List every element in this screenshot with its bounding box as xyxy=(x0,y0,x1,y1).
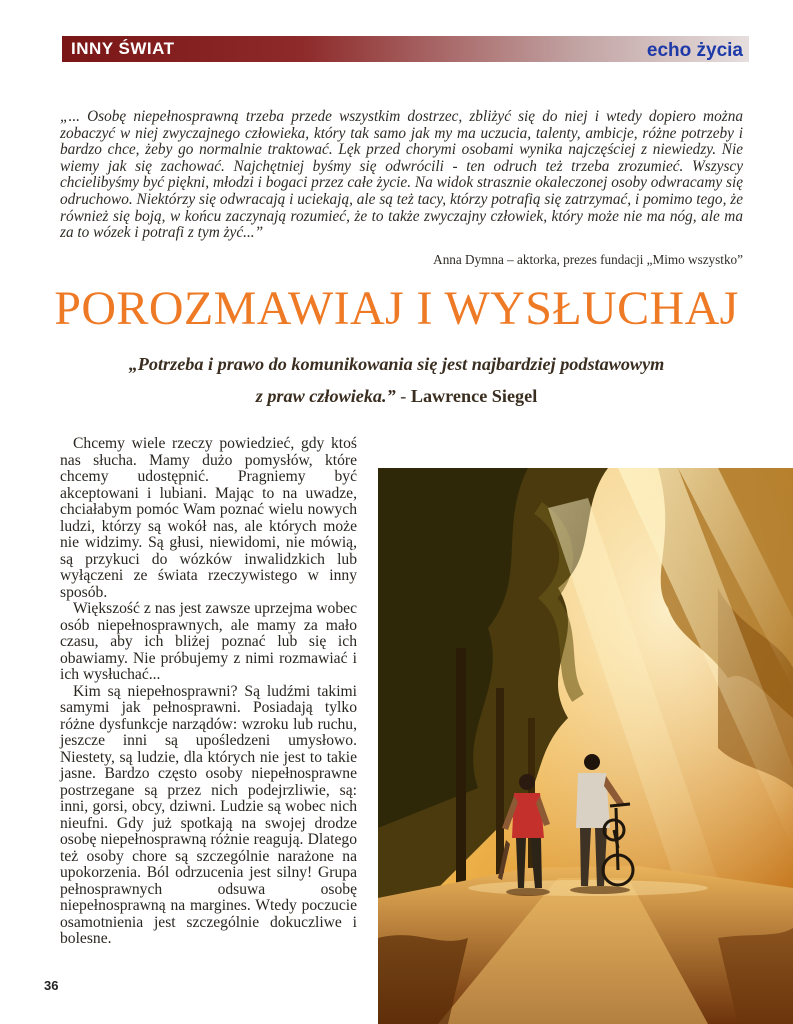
intro-quote: „... Osobę niepełnosprawną trzeba przede wszystkim dostrzec, zbliżyć się do niej i wtedy dopiero można zobaczyć w niej zwyczajnego człowieka, który tak samo jak my ma uczucia, talenty, ambicje, różne potrzeby i bardzo chce, żeby go normalnie traktować. Lęk przed chorymi osobami wynika najczęściej z niewiedzy. Nie wiemy jak się zachować. Najchętniej byśmy się odwrócili - ten odruch też trzeba zrozumieć. Wszyscy chcielibyśmy być piękni, młodzi i bogaci przez całe życie. Na widok strasznie okaleczonej osoby odwracamy się odruchowo. Niektórzy się odwracają i uciekają, ale są też tacy, którzy potrafią się zatrzymać, i pomimo tego, że również się boją, w końcu zaczynają rozumieć, że to także zwyczajny człowiek, który może nie ma nóg, ale ma za to wózek i potrafi z tym żyć...” xyxy=(60,108,743,242)
article-headline: POROZMAWIAJ I WYSŁUCHAJ xyxy=(54,282,739,335)
body-paragraph: Kim są niepełnosprawni? Są ludźmi takimi samymi jak pełnosprawni. Posiadają tylko różne dysfunkcje narządów: wzroku lub ruchu, jeszcze inni są upośledzeni umysłowo. Niestety, są ludzie, dla których nie jest to takie jasne. Bardzo często osoby niepełnosprawne postrzegane są przez nich podejrzliwie, są: inni, gorsi, obcy, dziwni. Ludzie są wobec nich nieufni. Gdy już spotkają na swojej drodze osobę niepełnosprawną różnie reagują. Dlatego też osoby chore są szczególnie narażone na upokorzenia. Ból odrzucenia jest silny! Grupa pełnosprawnych odsuwa osobę niepełnosprawną na margines. Wtedy poczucie osamotnienia jest szczególnie dokuczliwe i bolesne. xyxy=(60,682,357,947)
article-epigraph xyxy=(40,348,753,412)
intro-quote-author: Anna Dymna – aktorka, prezes fundacji „Mimo wszystko” xyxy=(433,252,743,267)
epigraph-line-1: „Potrzeba i prawo do komunikowania się jest najbardziej podstawowym xyxy=(128,354,665,374)
body-paragraph: Chcemy wiele rzeczy powiedzieć, gdy ktoś nas słucha. Mamy dużo pomysłów, które chcemy udostępnić. Pragniemy być akceptowani i lubiani. Mając to na uwadze, chciałabym pomóc Wam poznać wielu nowych ludzi, którzy są wokół nas, ale których może nie widzimy. Są głusi, niewidomi, nie mówią, są przykuci do wózków inwalidzkich lub wyłączeni ze świata rzeczywistego w inny sposób. xyxy=(60,435,357,601)
body-paragraph: Większość z nas jest zawsze uprzejma wobec osób niepełnosprawnych, ale mamy za mało czasu, aby ich bliżej poznać lub się ich obawiamy. Nie próbujemy z nimi rozmawiać i ich wysłuchać... xyxy=(60,600,357,683)
epigraph-dash: - xyxy=(395,386,411,406)
epigraph-line-2 xyxy=(40,380,753,412)
article-body xyxy=(60,436,357,948)
epigraph-author: Lawrence Siegel xyxy=(410,386,538,406)
section-title: echo życia xyxy=(646,40,743,61)
page-number: 36 xyxy=(44,978,59,993)
epigraph-line-2-text: z praw człowieka.” xyxy=(255,386,396,406)
section-label: INNY ŚWIAT xyxy=(71,39,175,58)
forest-path-photo xyxy=(378,468,793,1024)
